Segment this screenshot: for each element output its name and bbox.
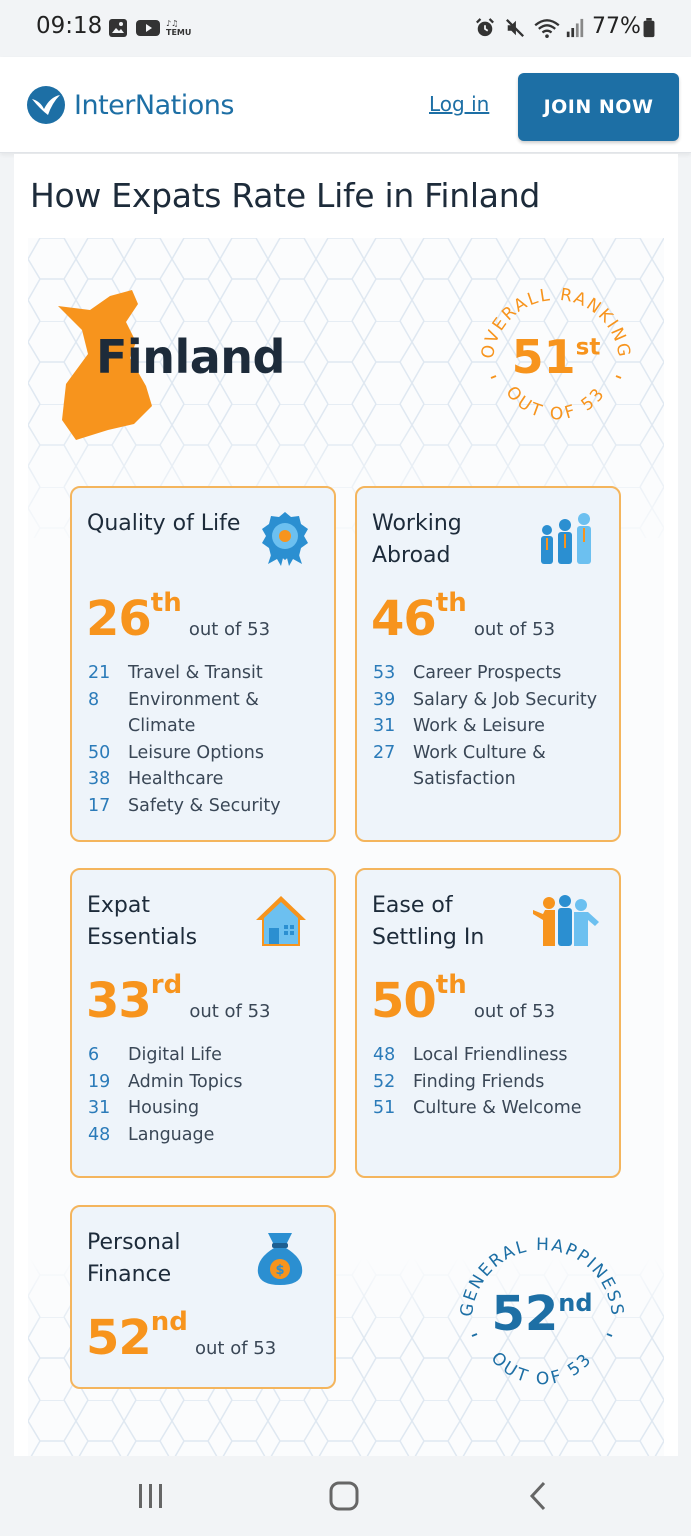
- site-header: [0, 57, 691, 153]
- page-title: How Expats Rate Life in Finland: [30, 176, 540, 215]
- card-ease-of-settling-in: [355, 868, 621, 1178]
- card-expat-essentials: [70, 868, 336, 1178]
- house-icon: [254, 894, 308, 948]
- svg-text:$: $: [275, 1263, 285, 1278]
- overall-ranking-label: OVERALL RANKING: [477, 284, 635, 361]
- card-title: Personal Finance: [87, 1230, 181, 1287]
- award-ribbon-icon: [262, 512, 308, 566]
- card-title: Quality of Life: [87, 511, 241, 536]
- alarm-icon: [474, 18, 496, 38]
- general-happiness-rank: 52nd: [491, 1286, 593, 1342]
- country-name: Finland: [96, 330, 285, 384]
- card-rank: 52nd out of 53: [86, 1307, 277, 1366]
- overall-out-of-label: OUT OF 53: [501, 382, 611, 425]
- overall-ranking-badge: [471, 278, 641, 448]
- list-item: 39 Salary & Job Security: [373, 689, 598, 710]
- list-item: 8 Environment & Climate: [88, 689, 259, 736]
- card-quality-of-life: [70, 486, 336, 842]
- card-personal-finance: [70, 1205, 336, 1389]
- general-out-of-label: OUT OF 53: [486, 1348, 598, 1390]
- card-title: Ease of Settling In: [372, 893, 485, 950]
- list-item: 31 Housing: [88, 1098, 200, 1118]
- money-bag-icon: [256, 1231, 304, 1287]
- article-content: [14, 154, 678, 1456]
- list-item: 27 Work Culture & Satisfaction: [373, 742, 546, 789]
- list-item: 51 Culture & Welcome: [373, 1098, 582, 1118]
- card-rank: 26th out of 53: [86, 588, 271, 647]
- list-item: 50 Leisure Options: [88, 742, 264, 763]
- card-working-abroad: [355, 486, 621, 842]
- status-bar: [0, 0, 691, 57]
- status-time: 09:18: [36, 13, 103, 39]
- people-group-icon: [533, 894, 599, 948]
- bird-logo-icon: [26, 85, 66, 125]
- recent-apps-icon[interactable]: [136, 1478, 166, 1514]
- sub-rankings-list: [373, 1042, 613, 1122]
- signal-icon: [564, 18, 586, 38]
- card-rank: 33rd out of 53: [86, 970, 271, 1029]
- internations-logo[interactable]: [26, 85, 234, 125]
- list-item: 48 Language: [88, 1124, 215, 1145]
- general-happiness-badge: [450, 1228, 634, 1412]
- list-item: 53 Career Prospects: [373, 663, 562, 683]
- business-people-icon: [539, 512, 593, 566]
- temu-icon: ♪♫ TEMU: [166, 19, 192, 37]
- sub-rankings-list: [373, 660, 613, 793]
- login-link[interactable]: Log in: [429, 92, 490, 116]
- card-rank: 46th out of 53: [371, 588, 556, 647]
- finland-infographic: [28, 238, 664, 1456]
- card-rank: 50th out of 53: [371, 970, 556, 1029]
- battery-icon: [642, 18, 656, 38]
- list-item: 52 Finding Friends: [373, 1071, 545, 1092]
- mute-icon: [504, 18, 526, 38]
- list-item: 17 Safety & Security: [88, 795, 281, 816]
- youtube-icon: [136, 18, 160, 38]
- wifi-icon: [532, 18, 562, 38]
- sub-rankings-list: [88, 660, 328, 819]
- card-title: Expat Essentials: [87, 893, 198, 950]
- general-happiness-label: GENERAL HAPPINESS: [456, 1234, 628, 1319]
- list-item: 48 Local Friendliness: [373, 1045, 568, 1065]
- gallery-icon: [108, 18, 128, 38]
- android-nav-bar: [0, 1456, 691, 1536]
- join-now-button[interactable]: JOIN NOW: [518, 73, 679, 141]
- home-icon[interactable]: [328, 1478, 360, 1514]
- list-item: 19 Admin Topics: [88, 1071, 243, 1092]
- list-item: 38 Healthcare: [88, 769, 224, 789]
- card-title: Working Abroad: [372, 511, 462, 568]
- battery-percent: 77%: [592, 14, 641, 39]
- list-item: 31 Work & Leisure: [373, 716, 545, 736]
- list-item: 21 Travel & Transit: [88, 663, 263, 683]
- overall-rank: 51st: [511, 330, 601, 384]
- logo-text: InterNations: [74, 89, 234, 121]
- back-icon[interactable]: [526, 1478, 550, 1514]
- list-item: 6 Digital Life: [88, 1045, 222, 1065]
- sub-rankings-list: [88, 1042, 328, 1148]
